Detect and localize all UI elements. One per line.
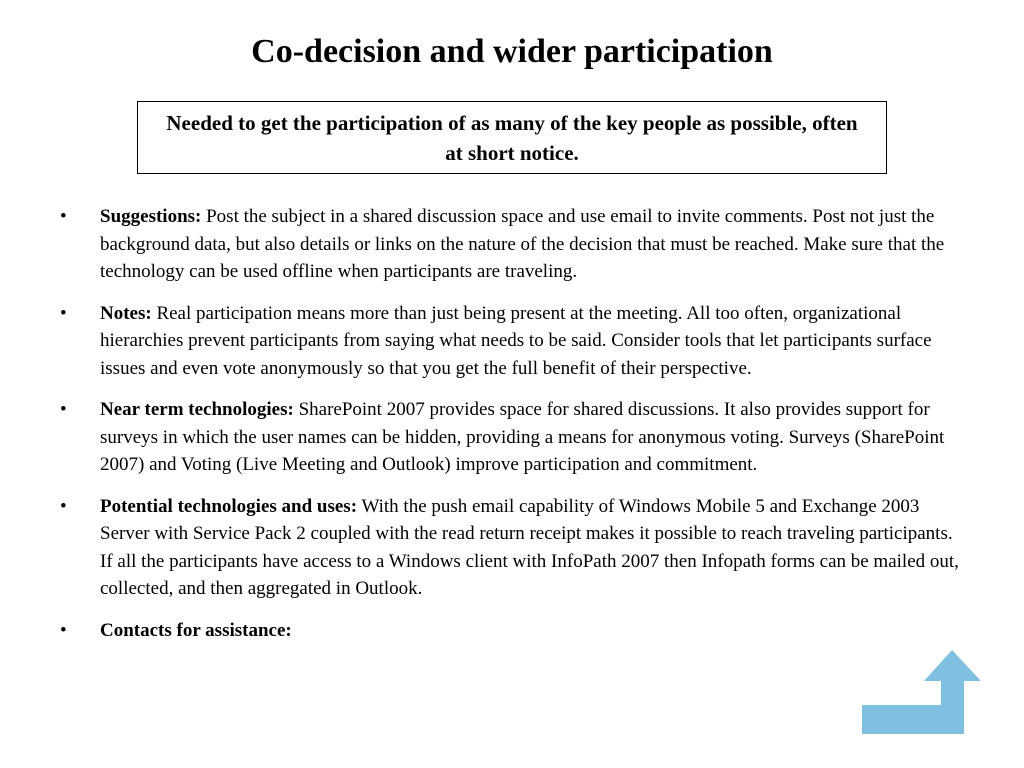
return-arrow-icon[interactable] xyxy=(860,648,984,738)
bullet-icon: • xyxy=(60,206,67,227)
bullet-label: Near term technologies: xyxy=(100,399,294,420)
bullet-icon: • xyxy=(60,619,67,641)
bullet-item-contacts xyxy=(60,617,965,645)
bullet-icon: • xyxy=(60,399,67,420)
bullet-item-near-term-technologies xyxy=(60,396,965,479)
bullet-label: Potential technologies and uses: xyxy=(100,495,358,517)
bullet-item-notes xyxy=(60,300,965,383)
bullet-icon: • xyxy=(60,302,67,324)
callout-text: Needed to get the participation of as many of the key people as possible, often at short notice. xyxy=(166,110,858,165)
bullet-icon: • xyxy=(60,495,67,517)
slide-title: Co-decision and wider participation xyxy=(251,33,773,70)
bullet-label: Contacts for assistance: xyxy=(100,619,292,641)
bullet-item-suggestions xyxy=(60,203,965,286)
bullet-list xyxy=(60,203,965,658)
return-arrow-shape[interactable] xyxy=(862,650,981,734)
bullet-text: Post the subject in a shared discussion space and use email to invite comments. Post not just the background data, but also details or links on the nature of the decision that must be reached. Make sure that the technology can be used offline when participants are traveling. xyxy=(100,206,945,282)
bullet-label: Notes: xyxy=(100,302,152,324)
callout-box xyxy=(137,101,887,174)
bullet-text: SharePoint 2007 provides space for shared discussions. It also provides support for surveys in which the user names can be hidden, providing a means for anonymous voting. Surveys (SharePoint 2007) and Voting (Live Meeting and Outlook) improve participation and commitment. xyxy=(100,399,945,475)
bullet-label: Suggestions: xyxy=(100,206,202,227)
bullet-text: Real participation means more than just being present at the meeting. All too often, organizational hierarchies prevent participants from saying what needs to be said. Consider tools that let participants surface issues and even vote anonymously so that you get the full benefit of their perspective. xyxy=(100,302,932,379)
bullet-item-potential-technologies xyxy=(60,493,965,603)
bullet-text: With the push email capability of Windows Mobile 5 and Exchange 2003 Server with Service Pack 2 coupled with the read return receipt makes it possible to reach traveling participants. If all the participants have access to a Windows client with InfoPath 2007 then Infopath forms can be mailed out, collected, and then aggregated in Outlook. xyxy=(100,495,959,599)
